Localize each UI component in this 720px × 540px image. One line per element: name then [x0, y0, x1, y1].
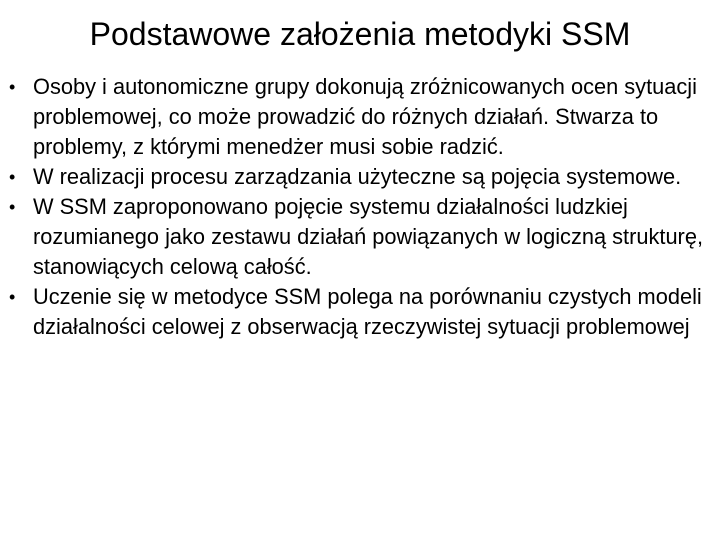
bullet-marker: • — [9, 77, 16, 97]
bullet-text: Osoby i autonomiczne grupy dokonują zróżnicowanych ocen sytuacji problemowej, co może prowadzić do różnych działań. Stwarza to problemy, z którymi menedżer musi sobie radzić. — [33, 74, 697, 159]
bullet-item — [9, 72, 716, 162]
bullet-marker: • — [9, 197, 16, 217]
bullet-item — [9, 162, 716, 192]
bullet-text: W realizacji procesu zarządzania użyteczne są pojęcia systemowe. — [33, 164, 682, 189]
bullet-text: W SSM zaproponowano pojęcie systemu działalności ludzkiej rozumianego jako zestawu działań powiązanych w logiczną strukturę, stanowiących celową całość. — [33, 194, 703, 279]
slide-title: Podstawowe założenia metodyki SSM — [89, 16, 631, 52]
bullet-marker: • — [9, 167, 16, 187]
bullet-list — [9, 72, 716, 342]
bullet-text: Uczenie się w metodyce SSM polega na porównaniu czystych modeli działalności celowej z obserwacją rzeczywistej sytuacji problemowej — [33, 284, 702, 339]
bullet-marker: • — [9, 287, 16, 307]
bullet-item — [9, 192, 716, 282]
bullet-item — [9, 282, 716, 342]
